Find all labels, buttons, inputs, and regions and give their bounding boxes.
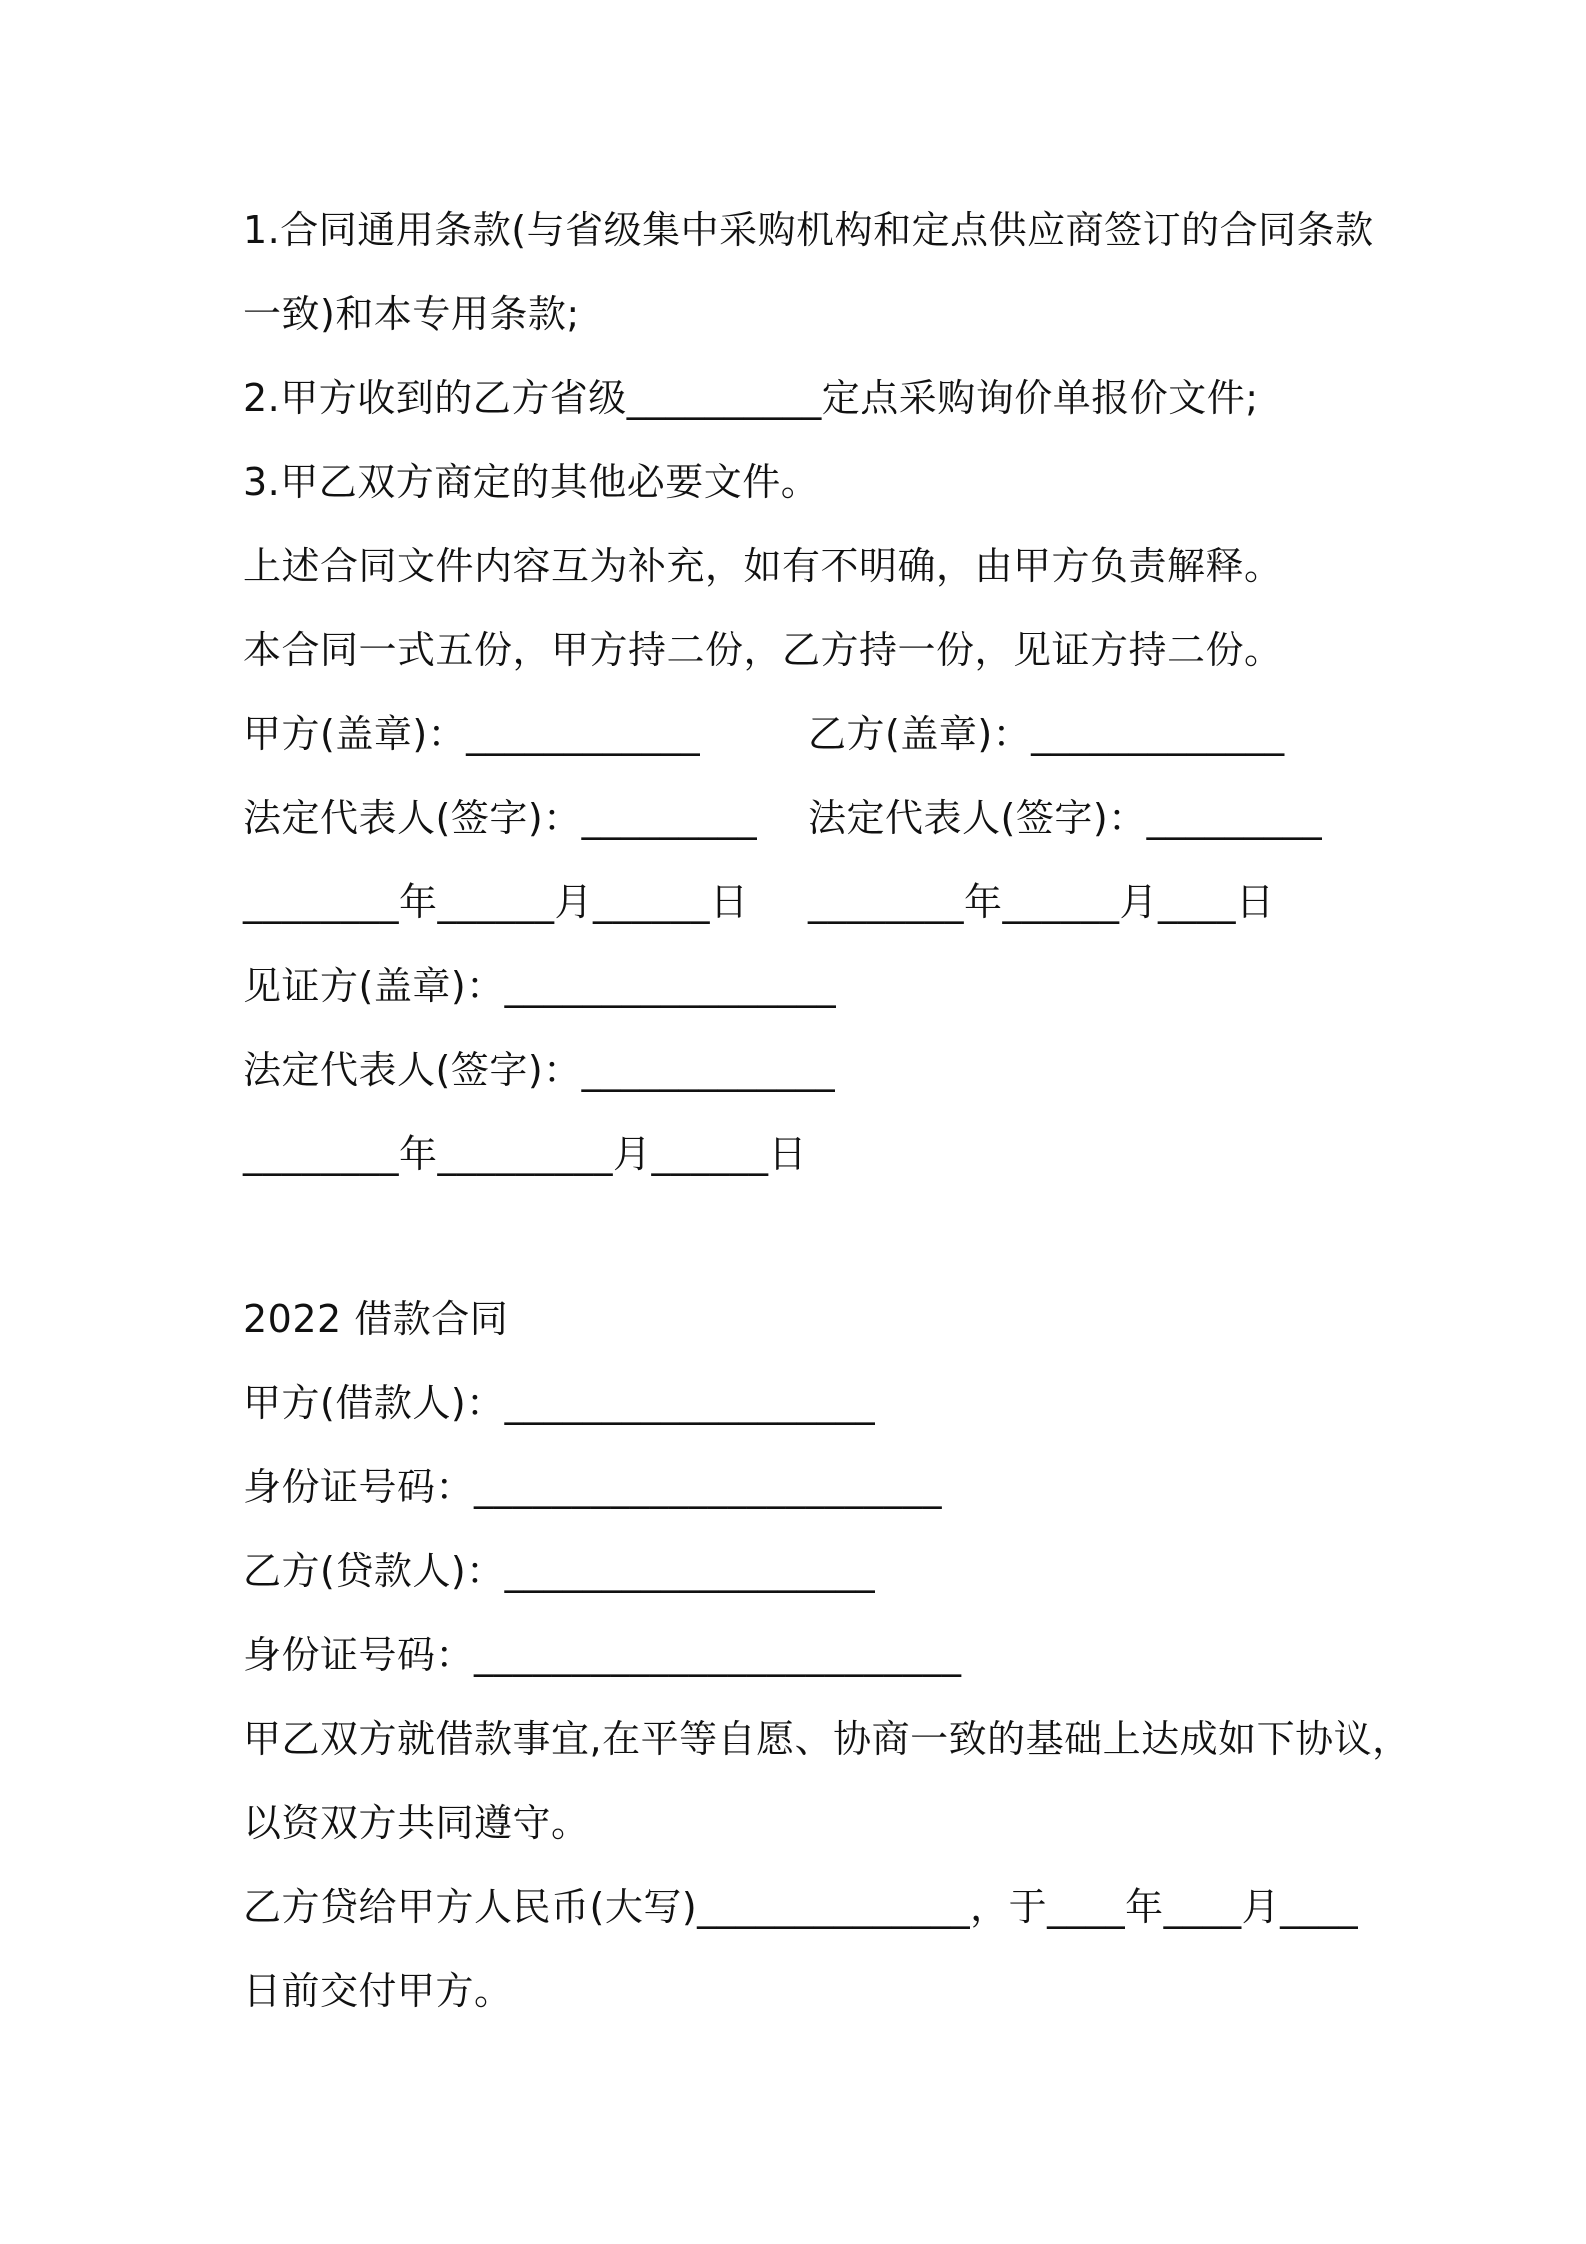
- loan-amount-line1: 乙方贷给甲方人民币(大写)______________，于____年____月____: [243, 1885, 1359, 1929]
- party-a-representative: 法定代表人(签字)：_________: [243, 796, 758, 840]
- party-a-date: ________年______月______日: [243, 880, 749, 924]
- item3: 3.甲乙双方商定的其他必要文件。: [243, 460, 820, 504]
- loan-amount-line2: 日前交付甲方。: [243, 1969, 513, 2013]
- witness-representative: 法定代表人(签字)：_____________: [243, 1048, 836, 1092]
- borrower-id-field: 身份证号码：________________________: [243, 1465, 943, 1509]
- party-b-seal: 乙方(盖章)：_____________: [808, 712, 1285, 756]
- item2: 2.甲方收到的乙方省级__________定点采购询价单报价文件;: [243, 376, 1259, 420]
- borrower-field: 甲方(借款人)：___________________: [243, 1381, 876, 1425]
- lender-id-field: 身份证号码：_________________________: [243, 1633, 962, 1677]
- agreement-line1: 甲乙双方就借款事宜,在平等自愿、协商一致的基础上达成如下协议，: [243, 1717, 1411, 1761]
- lender-field: 乙方(贷款人)：___________________: [243, 1549, 876, 1593]
- witness-date: ________年_________月______日: [243, 1132, 808, 1176]
- item1-line1: 1.合同通用条款(与省级集中采购机构和定点供应商签订的合同条款: [243, 208, 1374, 252]
- party-a-seal: 甲方(盖章)：____________: [243, 712, 701, 756]
- supplement-clause: 上述合同文件内容互为补充，如有不明确，由甲方负责解释。: [243, 544, 1283, 588]
- party-b-representative: 法定代表人(签字)：_________: [808, 796, 1323, 840]
- item1-line2: 一致)和本专用条款;: [243, 292, 580, 336]
- agreement-line2: 以资双方共同遵守。: [243, 1801, 590, 1845]
- copies-clause: 本合同一式五份，甲方持二份，乙方持一份，见证方持二份。: [243, 628, 1283, 672]
- party-b-date: ________年______月____日: [808, 880, 1275, 924]
- loan-contract-title: 2022 借款合同: [243, 1297, 509, 1341]
- witness-seal: 见证方(盖章)：_________________: [243, 964, 837, 1008]
